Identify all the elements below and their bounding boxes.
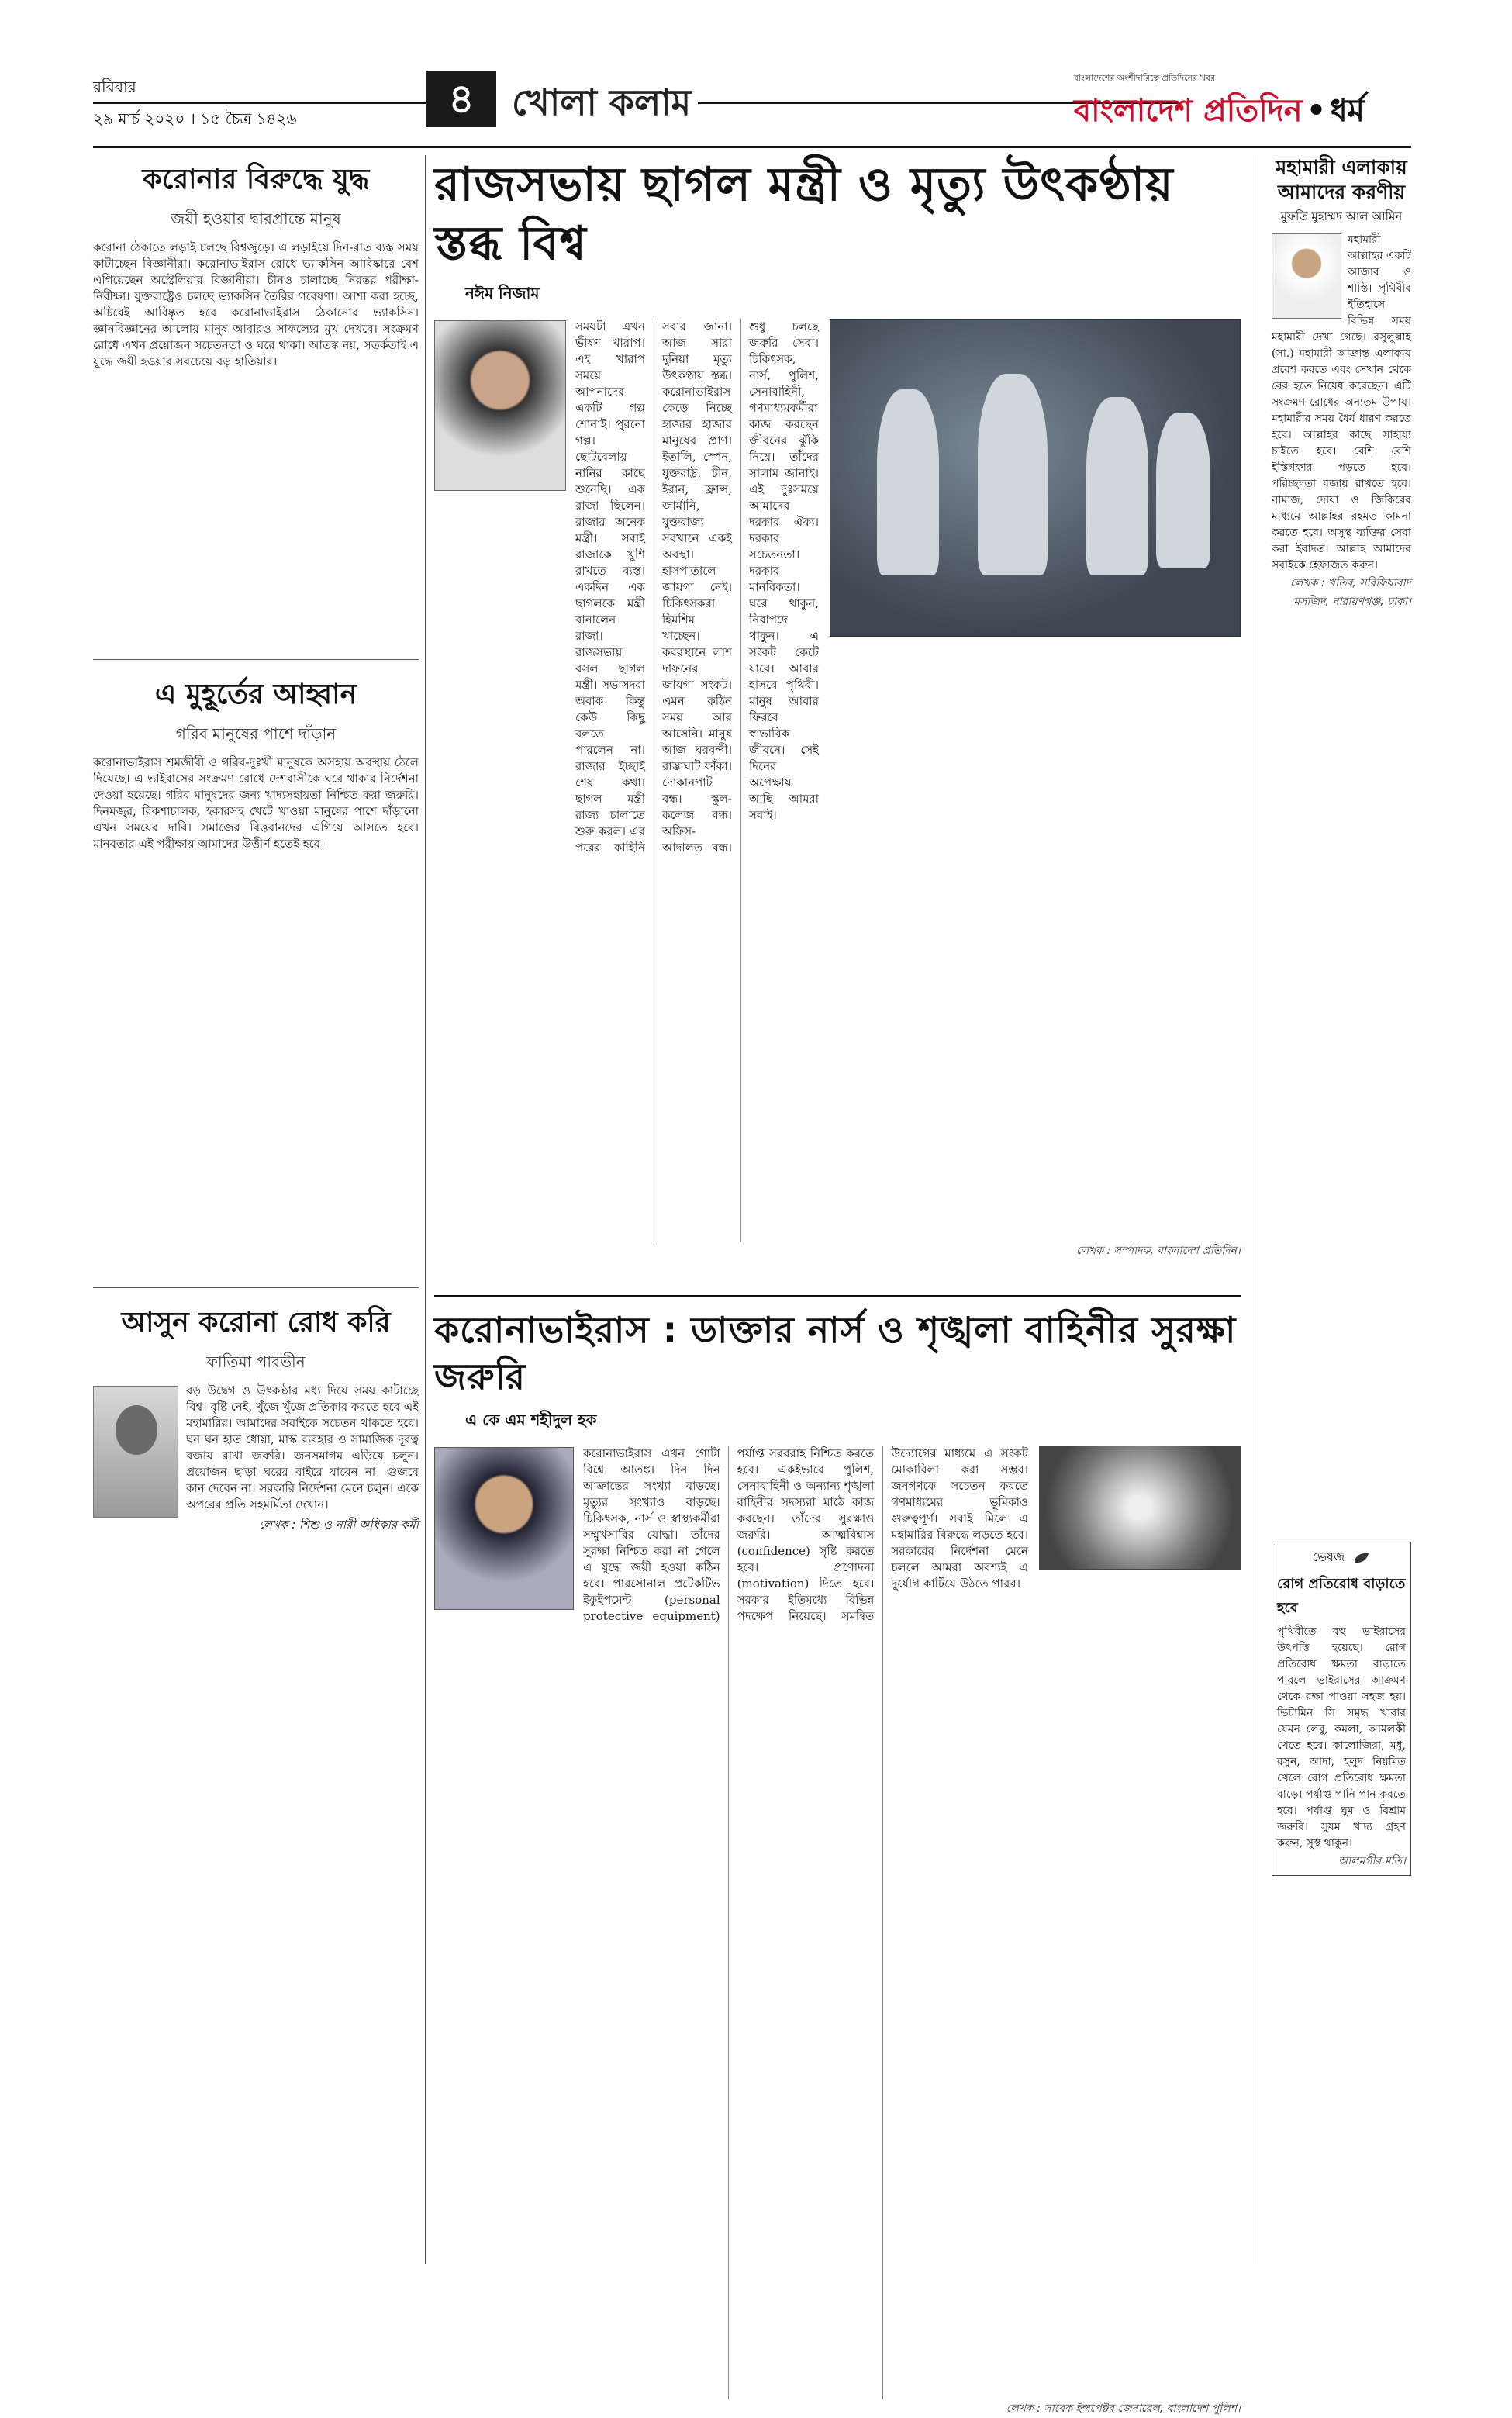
author: মুফতি মুহাম্মদ আল আমিন [1280,209,1403,223]
article-doctor-nurse-surokkha [434,1307,1241,2415]
headline: রোগ প্রতিরোধ বাড়াতে হবে [1277,1576,1406,1616]
article-ei-muhurter-ahban [93,667,419,1280]
main-column [434,155,1241,2415]
subheadline: গরিব মানুষের পাশে দাঁড়ান [175,724,337,743]
headline: আসুন করোনা রোধ করি [121,1307,391,1339]
logo-section: ধর্ম [1330,93,1365,129]
section-title: খোলা কলাম [512,81,692,123]
herbal-box [1272,1542,1411,1876]
right-column [1272,155,1411,1876]
page-top-rule [93,146,1411,148]
author-credit: লেখক : সাবেক ইন্সপেক্টর জেনারেল, বাংলাদেশ পুলিশ। [1006,2402,1241,2415]
author-credit: লেখক : শিশু ও নারী অধিকার কর্মী [258,1518,419,1532]
left-column [93,155,419,1532]
leaf-icon [1353,1552,1370,1564]
author-photo [434,320,566,491]
column-rule [425,155,426,2264]
author-credit: লেখক : সম্পাদক, বাংলাদেশ প্রতিদিন। [1075,1245,1241,1257]
byline: নঈম নিজাম [465,284,540,302]
headline: করোনার বিরুদ্ধে যুদ্ধ [142,164,370,195]
section-label-text: ভেষজ [1312,1549,1345,1564]
virus-illustration [1039,1446,1241,1570]
author-credit: আলমগীর মতি। [1338,1855,1406,1867]
article-body: সময়টা এখন ভীষণ খারাপ। এই খারাপ সময়ে আপনাদের একটি গল্প শোনাই। পুরনো গল্প। ছোটবেলায় নানির কাছে শুনেছি। এক রাজা ছিলেন। রাজার অনেক মন্ত্রী। সবাই রাজাকে খুশি রাখতে ব্যস্ত। একদিন এক ছাগলকে মন্ত্রী বানালেন রাজা। রাজসভায় বসল ছাগল মন্ত্রী। সভাসদরা অবাক। কিন্তু কেউ কিছু বলতে পারলেন না। রাজার ইচ্ছাই শেষ কথা। ছাগল মন্ত্রী রাজ্য চালাতে শুরু করল। এর পরের কাহিনি সবার জানা। আজ সারা দুনিয়া মৃত্যু উৎকণ্ঠায় স্তব্ধ। করোনাভাইরাস কেড়ে নিচ্ছে হাজার হাজার মানুষের প্রাণ। ইতালি, স্পেন, যুক্তরাষ্ট্র, চীন, ইরান, ফ্রান্স, জার্মানি, যুক্তরাজ্য সবখানে একই অবস্থা। হাসপাতালে জায়গা নেই। চিকিৎসকরা হিমশিম খাচ্ছেন। কবরস্থানে লাশ দাফনের জায়গা সংকট। এমন কঠিন সময় আর আসেনি। মানুষ আজ ঘরবন্দী। রাস্তাঘাট ফাঁকা। দোকানপাট বন্ধ। স্কুল-কলেজ বন্ধ। অফিস-আদালত বন্ধ। শুধু চলছে জরুরি সেবা। চিকিৎসক, নার্স, পুলিশ, সেনাবাহিনী, গণমাধ্যমকর্মীরা কাজ করছেন জীবনের ঝুঁকি নিয়ে। তাঁদের সালাম জানাই। এই দুঃসময়ে আমাদের দরকার ঐক্য। দরকার সচেতনতা। দরকার মানবিকতা। ঘরে থাকুন, নিরাপদে থাকুন। এ সংকট কেটে যাবে। আবার হাসবে পৃথিবী। মানুষ আবার ফিরবে স্বাভাবিক জীবনে। সেই দিনের অপেক্ষায় আছি আমরা সবাই। [575,320,819,855]
date-line: ২৯ মার্চ ২০২০ । ১৫ চৈত্র ১৪২৬ [93,109,297,128]
divider [93,1287,419,1288]
divider [434,1295,1241,1297]
article-coronar-biruddhe-juddho [93,158,419,655]
article-asun-corona-rodh-kori [93,1295,419,2412]
author-photo [1272,233,1341,319]
byline: এ কে এম শহীদুল হক [465,1411,597,1429]
author: ফাতিমা পারভীন [206,1352,306,1371]
masthead [93,71,1411,138]
masthead-rule [93,102,426,104]
article-body: বড় উদ্বেগ ও উৎকণ্ঠার মধ্য দিয়ে সময় কাটাচ্ছে বিশ্ব। বৃষ্টি নেই, খুঁজে খুঁজে প্রতিকার করতে হবে এই মহামারির। আমাদের সবাইকে সচেতন থাকতে হবে। ঘন ঘন হাত ধোয়া, মাস্ক ব্যবহার ও সামাজিক দূরত্ব বজায় রাখা জরুরি। জনসমাগম এড়িয়ে চলুন। প্রয়োজন ছাড়া ঘরের বাইরে যাবেন না। গুজবে কান দেবেন না। সরকারি নির্দেশনা মেনে চলুন। একে অপরের প্রতি সহমর্মিতা দেখান। [186,1383,419,1511]
logo-name: বাংলাদেশ প্রতিদিন [1073,93,1303,129]
section-label [1277,1547,1406,1568]
headline: করোনাভাইরাস : ডাক্তার নার্স ও শৃঙ্খলা বাহিনীর সুরক্ষা জরুরি [434,1309,1237,1397]
page-number: ৪ [426,71,496,127]
article-body: করোনাভাইরাস শ্রমজীবী ও গরিব-দুঃখী মানুষকে অসহায় অবস্থায় ঠেলে দিয়েছে। এ ভাইরাসের সংক্রমণ রোধে দেশবাসীকে ঘরে থাকার নির্দেশনা দেওয়া হয়েছে। গরিব মানুষদের জন্য খাদ্যসহায়তা নিশ্চিত করা জরুরি। দিনমজুর, রিকশাচালক, হকারসহ খেটে খাওয়া মানুষের পাশে দাঁড়ানো এখন সময়ের দাবি। সমাজের বিত্তবানদের এগিয়ে আসতে হবে। মানবতার এই পরীক্ষায় আমাদের উত্তীর্ণ হতেই হবে। [93,755,419,851]
article-body: করোনাভাইরাস এখন গোটা বিশ্বে আতঙ্ক। দিন দিন আক্রান্তের সংখ্যা বাড়ছে। মৃত্যুর সংখ্যাও বাড়ছে। চিকিৎসক, নার্স ও স্বাস্থ্যকর্মীরা সম্মুখসারির যোদ্ধা। তাঁদের সুরক্ষা নিশ্চিত করা না গেলে এ যুদ্ধে জয়ী হওয়া কঠিন হবে। পারসোনাল প্রটেকটিভ ইকুইপমেন্ট (personal protective equipment) পর্যাপ্ত সরবরাহ নিশ্চিত করতে হবে। একইভাবে পুলিশ, সেনাবাহিনী ও অন্যান্য শৃঙ্খলা বাহিনীর সদস্যরা মাঠে কাজ করছেন। তাঁদের সুরক্ষাও জরুরি। আত্মবিশ্বাস (confidence) সৃষ্টি করতে হবে। প্রণোদনা (motivation) দিতে হবে। সরকার ইতিমধ্যে বিভিন্ন পদক্ষেপ নিয়েছে। সমন্বিত উদ্যোগের মাধ্যমে এ সংকট মোকাবিলা করা সম্ভব। জনগণকে সচেতন করতে গণমাধ্যমের ভূমিকাও গুরুত্বপূর্ণ। সবাই মিলে এ মহামারির বিরুদ্ধে লড়তে হবে। সরকারের নির্দেশনা মেনে চললে আমরা অবশ্যই এ দুর্যোগ কাটিয়ে উঠতে পারব। [583,1446,1028,1623]
date-block [93,76,434,133]
divider [93,659,419,660]
article-body: মহামারী আল্লাহর একটি আজাব ও শাস্তি। পৃথিবীর ইতিহাসে বিভিন্ন সময় মহামারী দেখা গেছে। রসুলুল্লাহ (সা.) মহামারী আক্রান্ত এলাকায় প্রবেশ করতে এবং সেখান থেকে বের হতে নিষেধ করেছেন। এটি সংক্রমণ রোধের অন্যতম উপায়। মহামারীর সময় ধৈর্য ধারণ করতে হবে। আল্লাহর কাছে সাহায্য চাইতে হবে। বেশি বেশি ইস্তিগফার পড়তে হবে। পরিচ্ছন্নতা বজায় রাখতে হবে। নামাজ, দোয়া ও জিকিরের মাধ্যমে আল্লাহর রহমত কামনা করতে হবে। অসুস্থ ব্যক্তির সেবা করা ইবাদত। আল্লাহ আমাদের সবাইকে হেফাজত করুন। [1272,233,1411,572]
headline: মহামারী এলাকায় আমাদের করণীয় [1276,156,1407,203]
author-credit: লেখক : খতিব, সরিফিয়াবাদ মসজিদ, নারায়ণগঞ্জ, ঢাকা। [1290,577,1411,608]
newspaper-logo [1074,71,1365,133]
article-mohamari-elakay [1272,155,1411,1535]
headline: এ মুহূর্তের আহ্বান [154,679,357,710]
article-rajshobhay-chagol-montri [434,155,1241,1287]
headline: রাজসভায় ছাগল মন্ত্রী ও মৃত্যু উৎকণ্ঠায় স্তব্ধ বিশ্ব [434,157,1174,271]
logo-tagline: বাংলাদেশের অংশীদারিত্বে প্রতিদিনের খবর [1073,73,1216,83]
author-photo [434,1447,574,1610]
weekday: রবিবার [93,78,136,96]
article-body: করোনা ঠেকাতে লড়াই চলছে বিশ্বজুড়ে। এ লড়াইয়ে দিন-রাত ব্যস্ত সময় কাটাচ্ছেন বিজ্ঞানীরা। করোনাভাইরাস রোধে ভ্যাকসিন আবিষ্কারে বেশ এগিয়েছেন অস্ট্রেলিয়ার বিজ্ঞানীরা। চীনও চালাচ্ছে নিরন্তর পরীক্ষা-নিরীক্ষা। যুক্তরাষ্ট্রেও চলছে ভ্যাকসিন তৈরির গবেষণা। আশা করা হচ্ছে, অচিরেই আবিষ্কৃত হবে করোনাভাইরাস ঠেকানোর ভ্যাকসিন। জ্ঞানবিজ্ঞানের আলোয় মানুষ আবারও সাফল্যের মুখ দেখবে। সংক্রমণ রোধে এখন প্রয়োজন সচেতনতা ও ঘরে থাকা। আতঙ্ক নয়, সতর্কতাই এ যুদ্ধে জয়ী হওয়ার সবচেয়ে বড় হাতিয়ার। [93,240,419,368]
author-photo [93,1386,178,1518]
subheadline: জয়ী হওয়ার দ্বারপ্রান্তে মানুষ [171,209,341,228]
logo-separator: • [1306,93,1327,129]
article-body: পৃথিবীতে বহু ভাইরাসের উৎপত্তি হয়েছে। রোগ প্রতিরোধ ক্ষমতা বাড়াতে পারলে ভাইরাসের আক্রমণ থেকে রক্ষা পাওয়া সহজ হয়। ভিটামিন সি সমৃদ্ধ খাবার যেমন লেবু, কমলা, আমলকী খেতে হবে। কালোজিরা, মধু, রসুন, আদা, হলুদ নিয়মিত খেলে রোগ প্রতিরোধ ক্ষমতা বাড়ে। পর্যাপ্ত পানি পান করতে হবে। পর্যাপ্ত ঘুম ও বিশ্রাম জরুরি। সুষম খাদ্য গ্রহণ করুন, সুস্থ থাকুন। [1277,1625,1406,1850]
hospital-photo [830,319,1241,637]
